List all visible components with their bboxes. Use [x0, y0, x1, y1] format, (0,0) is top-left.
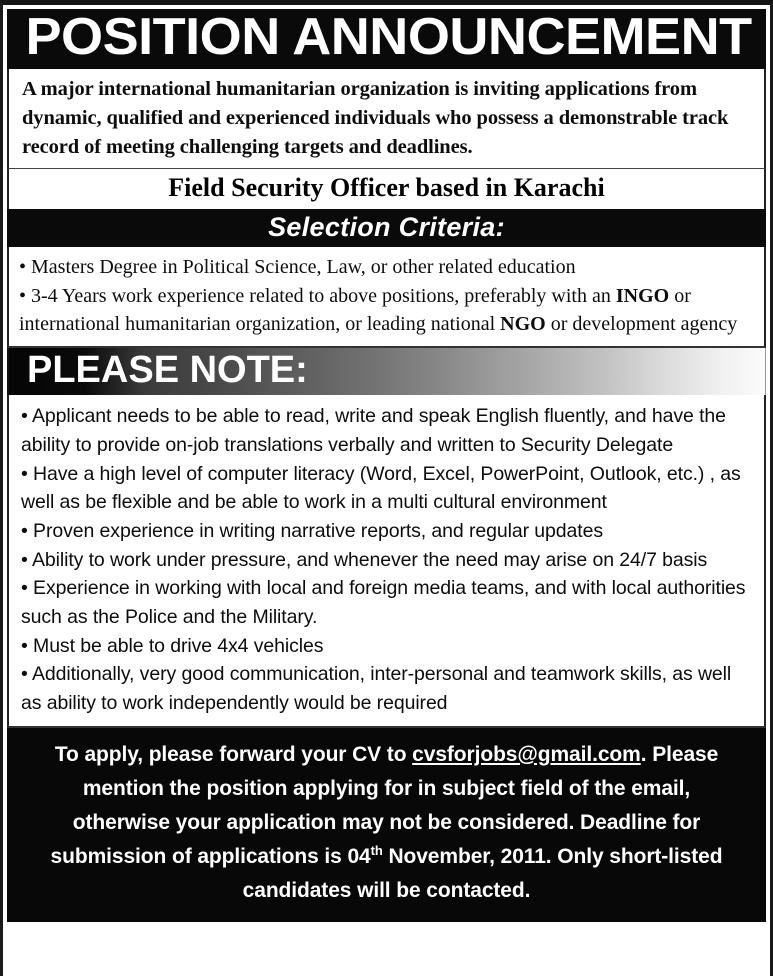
criteria-text: or development agency [545, 313, 738, 336]
selection-criteria-list [7, 247, 766, 348]
please-note-list [7, 395, 766, 727]
please-note-item [21, 517, 756, 546]
please-note-text: Must be able to drive 4x4 vehicles [33, 634, 324, 657]
apply-line-details: Please mention the position applying for in subject field of the email, otherwise your application may not be considered. Deadline for submission of applications is [50, 742, 719, 868]
please-note-item [21, 632, 756, 661]
selection-criteria-item [19, 253, 758, 281]
apply-line-intro: To apply, please forward your CV to [54, 742, 413, 766]
criteria-text: Masters Degree in Political Science, Law, or other related education [31, 256, 576, 279]
bullet-icon: • [21, 663, 32, 686]
deadline-day: 04 [347, 844, 371, 868]
please-note-item [21, 660, 756, 717]
deadline-remainder: November, 2011. Only short-listed candidates will be contacted. [242, 844, 723, 902]
job-position-title: Field Security Officer based in Karachi [168, 173, 605, 203]
intro-paragraph: A major international humanitarian organization is inviting applications from dynamic, qualified and experienced individuals who possess a demonstrable track record of meeting challenging targets and deadlines. [22, 78, 729, 159]
bullet-icon: • [19, 284, 32, 307]
bullet-icon: • [21, 405, 32, 428]
advertisement-inner [7, 9, 766, 976]
apply-instructions-text [35, 738, 738, 908]
apply-email-link[interactable]: cvsforjobs@gmail.com [412, 742, 641, 766]
bullet-icon: • [19, 256, 32, 279]
bullet-icon: • [21, 577, 34, 600]
please-note-text: Additionally, very good communication, inter-personal and teamwork skills, as well as ability to work independently would be required [21, 663, 732, 715]
criteria-text: 3-4 Years work experience related to above positions, preferably with an [31, 284, 616, 307]
bullet-icon: • [21, 634, 34, 657]
apply-line-intro-end: . [640, 742, 647, 766]
intro-section [7, 69, 766, 169]
bullet-icon: • [21, 520, 34, 543]
selection-criteria-item [19, 282, 758, 339]
please-note-text: Have a high level of computer literacy (Word, Excel, PowerPoint, Outlook, etc.) , as well as be flexible and be able to work in a multi cultural environment [21, 462, 741, 514]
please-note-item [21, 546, 756, 575]
deadline-ordinal-suffix: th [370, 842, 383, 858]
page-title: POSITION ANNOUNCEMENT [25, 8, 752, 66]
please-note-text: Applicant needs to be able to read, write and speak English fluently, and have the ability to provide on-job translations verbally and written to Security Delegate [21, 405, 726, 457]
selection-criteria-heading: Selection Criteria: [268, 211, 505, 242]
please-note-item [21, 402, 756, 459]
announcement-title-band [7, 9, 766, 69]
criteria-text: or international humanitarian organization, or leading national [19, 284, 691, 336]
please-note-text: Experience in working with local and foreign media teams, and with local authorities such as the Police and the Military. [21, 577, 746, 629]
selection-criteria-band [7, 209, 766, 247]
criteria-emphasis: NGO [500, 313, 546, 336]
please-note-text: Ability to work under pressure, and whenever the need may arise on 24/7 basis [31, 548, 708, 571]
apply-instructions-block [7, 728, 766, 922]
please-note-item [21, 460, 756, 517]
please-note-text: Proven experience in writing narrative reports, and regular updates [33, 520, 603, 543]
job-title-section [7, 169, 766, 209]
bullet-icon: • [21, 462, 34, 485]
bullet-icon: • [21, 548, 32, 571]
please-note-item [21, 574, 756, 631]
please-note-band [7, 348, 766, 395]
please-note-heading: PLEASE NOTE: [27, 349, 308, 392]
criteria-emphasis: INGO [615, 284, 670, 307]
